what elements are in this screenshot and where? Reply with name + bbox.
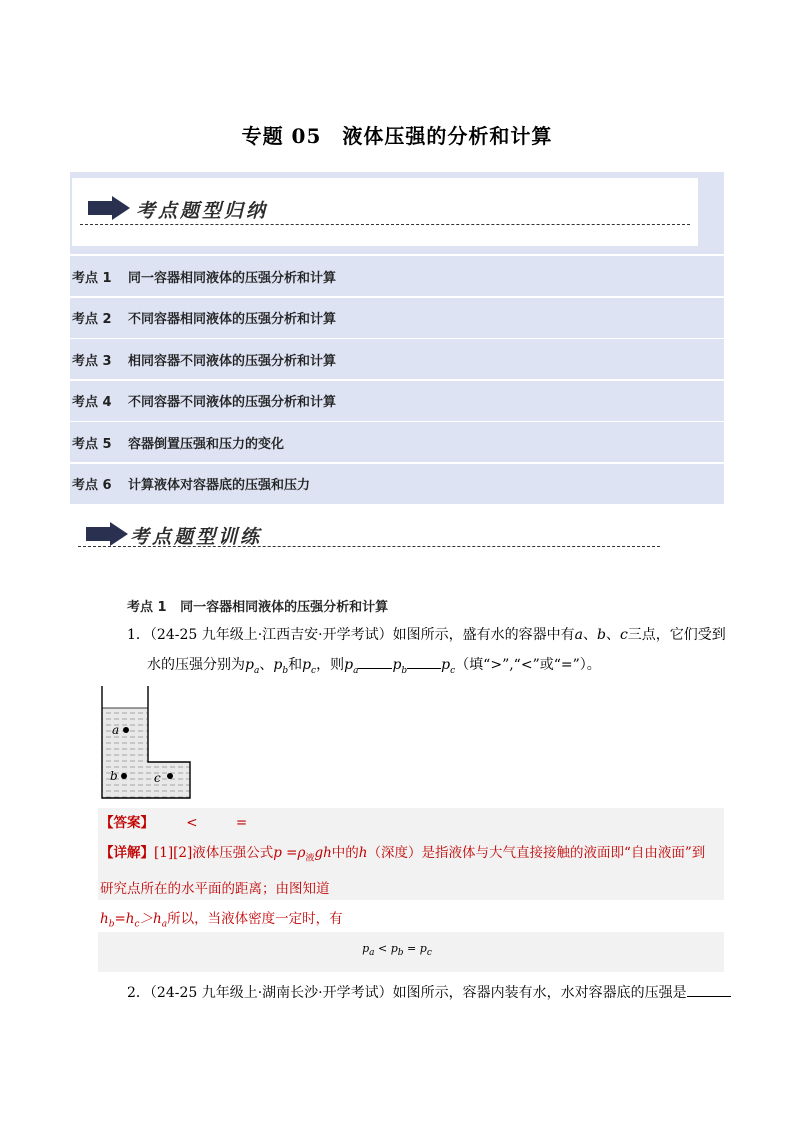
detail-text: 所以，当液体密度一定时，有	[167, 910, 343, 927]
ff-sub: a	[369, 948, 375, 959]
q1-c: c	[619, 627, 628, 643]
h-rel-sub: c	[134, 919, 140, 930]
q1-pc-sub: c	[311, 665, 317, 676]
topic-label: 容器倒置压强和压力的变化	[128, 436, 285, 452]
banner-title: 考点题型归纳	[136, 200, 269, 222]
q1-b: b	[596, 627, 606, 643]
banner-dashline	[80, 224, 690, 225]
topic-row[interactable]	[70, 381, 724, 421]
q1-then: ，则	[316, 657, 345, 673]
point-c	[167, 773, 173, 779]
topic-row[interactable]	[70, 256, 724, 296]
topic-row[interactable]	[70, 422, 724, 462]
q1-pb: p	[392, 657, 402, 673]
q1-pa-sub: a	[253, 665, 260, 676]
banner-title: 考点题型训练	[130, 526, 263, 548]
ff-op: < p	[374, 942, 398, 955]
q1-pc: p	[302, 657, 312, 673]
topic-num: 考点 1	[72, 270, 112, 286]
q1-sep: 、	[605, 627, 620, 643]
detail-formula: p =ρ	[273, 845, 306, 861]
ff-sub: b	[397, 948, 404, 959]
topic-label: 不同容器相同液体的压强分析和计算	[128, 312, 337, 328]
topic-summary-banner	[70, 172, 724, 254]
final-formula	[0, 942, 794, 958]
container-figure	[98, 686, 194, 802]
detail-formula-sub: 液	[305, 853, 315, 864]
answer-blank-3[interactable]	[687, 982, 731, 997]
detail-line1	[100, 838, 724, 874]
detail-formula-tail: gh	[314, 845, 332, 861]
point-b	[121, 773, 127, 779]
banner-inner	[72, 178, 698, 246]
q2-text: 2．（24-25 九年级上·湖南长沙·开学考试）如图所示，容器内装有水，水对容器底的压强是	[127, 985, 687, 1001]
answer-section	[100, 808, 724, 939]
topic-num: 考点 2	[72, 312, 112, 328]
label-c: c	[154, 771, 161, 785]
topic-num: 考点 6	[72, 478, 112, 494]
section-num: 考点 1	[127, 600, 167, 615]
detail-text: 液体压强公式	[192, 845, 274, 861]
question-2	[127, 978, 727, 1008]
h-rel-sub: b	[108, 919, 115, 930]
topic-row[interactable]	[70, 464, 724, 504]
question-1	[127, 620, 727, 686]
detail-label: 【详解】	[100, 845, 154, 861]
q1-pc-sub: c	[450, 665, 456, 676]
q1-line1	[127, 620, 727, 650]
section-label: 同一容器相同液体的压强分析和计算	[180, 600, 389, 615]
answer-value-1: <	[186, 815, 198, 831]
h-rel: =h	[114, 910, 135, 927]
q1-a: a	[574, 627, 583, 643]
topic-row[interactable]	[70, 298, 724, 338]
q1-fill-hint: （填“>”,“<”或“=”）。	[455, 657, 601, 673]
q1-pa: p	[344, 657, 354, 673]
q1-pa-sub: a	[353, 665, 359, 676]
training-banner	[70, 514, 670, 554]
topic-label: 同一容器相同液体的压强分析和计算	[128, 270, 337, 286]
label-a: a	[112, 723, 120, 737]
ff-p: p	[362, 942, 370, 955]
q1-suffix: 三点，它们受到	[627, 627, 726, 643]
banner-dashline	[78, 546, 660, 547]
arrow-right-icon	[88, 196, 130, 220]
topic-label: 相同容器不同液体的压强分析和计算	[128, 353, 337, 369]
detail-ref: [1][2]	[154, 845, 193, 861]
q1-prefix: 1．（24-25 九年级上·江西吉安·开学考试）如图所示，盛有水的容器中有	[127, 627, 575, 643]
topic-row[interactable]	[70, 339, 724, 379]
detail-line2	[100, 874, 724, 904]
topic-num: 考点 5	[72, 436, 112, 452]
q1-text: 水的压强分别为	[147, 657, 245, 673]
detail-text: 研究点所在的水平面的距离；由图知道	[100, 880, 330, 897]
point-a	[123, 727, 129, 733]
label-b: b	[110, 769, 118, 783]
answer-blank-2[interactable]	[407, 654, 441, 669]
answer-value-2: =	[235, 815, 248, 831]
answer-blank-1[interactable]	[358, 654, 392, 669]
ff-sub: c	[426, 948, 432, 959]
topic-label: 不同容器不同液体的压强分析和计算	[128, 395, 337, 411]
ff-op: = p	[403, 942, 427, 955]
q1-pb-sub: b	[401, 665, 408, 676]
q1-sep: 、	[582, 627, 597, 643]
topic-num: 考点 3	[72, 353, 112, 369]
arrow-right-icon	[86, 522, 128, 546]
topic-list	[70, 256, 724, 506]
q1-pb-sub: b	[282, 665, 289, 676]
page-title: 专题 05 液体压强的分析和计算	[241, 124, 553, 148]
h-rel: ＞h	[139, 910, 162, 927]
topic-label: 计算液体对容器底的压强和压力	[128, 478, 311, 494]
q1-and: 和	[288, 657, 303, 673]
detail-text: 中的	[331, 845, 359, 861]
answer-line	[100, 808, 724, 838]
q1-pa: p	[245, 657, 254, 673]
h-rel-sub: a	[161, 919, 168, 930]
topic-num: 考点 4	[72, 395, 112, 411]
q1-pc: p	[441, 657, 451, 673]
detail-h: h	[358, 845, 368, 861]
h-rel: h	[100, 910, 109, 927]
q1-line2	[127, 650, 727, 686]
q1-sep: 、	[259, 657, 274, 673]
q1-pb: p	[273, 657, 283, 673]
answer-label: 【答案】	[100, 815, 154, 831]
section-heading	[127, 596, 388, 615]
detail-text: （深度）是指液体与大气直接接触的液面即“自由液面”到	[367, 845, 706, 861]
